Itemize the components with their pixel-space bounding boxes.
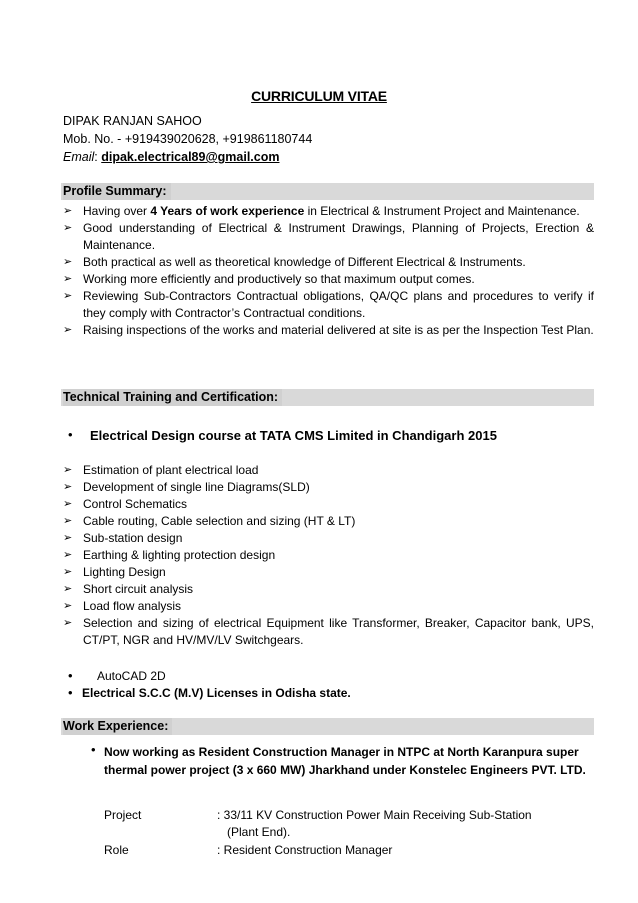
- email-line: [63, 150, 279, 164]
- dot-bullet-icon: •: [68, 685, 73, 700]
- role-value: : Resident Construction Manager: [217, 843, 393, 857]
- list-item: ➢ Development of single line Diagrams(SLD): [63, 480, 310, 494]
- arrow-bullet-icon: ➢: [63, 617, 73, 629]
- list-item: ➢ Both practical as well as theoretical knowledge of Different Electrical & Instruments.: [63, 255, 526, 269]
- course-title: Electrical Design course at TATA CMS Limited in Chandigarh 2015: [90, 428, 497, 443]
- list-item: ➢ Reviewing Sub-Contractors Contractual obligations, QA/QC plans and procedures to verify if they comply with Contractor’s Contractual conditions.: [63, 289, 594, 320]
- candidate-name: DIPAK RANJAN SAHOO: [63, 114, 202, 128]
- arrow-bullet-icon: ➢: [63, 256, 73, 268]
- arrow-bullet-icon: ➢: [63, 600, 73, 612]
- current-job: Now working as Resident Construction Manager in NTPC at North Karanpura super thermal power project (3 x 660 MW) Jharkhand under Konstelec Engineers PVT. LTD.: [104, 745, 586, 777]
- profile-list: [63, 203, 594, 339]
- arrow-bullet-icon: ➢: [63, 515, 73, 527]
- dot-bullet-icon: •: [68, 427, 73, 442]
- list-item: ➢ Earthing & lighting protection design: [63, 548, 276, 562]
- list-item: ➢ Cable routing, Cable selection and sizing (HT & LT): [63, 514, 356, 528]
- role-label: Role: [104, 843, 129, 857]
- list-item: ➢ Raising inspections of the works and material delivered at site is as per the Inspection Test Plan.: [63, 323, 594, 337]
- autocad-item: AutoCAD 2D: [97, 669, 166, 683]
- list-item: ➢ Control Schematics: [63, 497, 188, 511]
- list-item: ➢ Working more efficiently and productively so that maximum output comes.: [63, 272, 475, 286]
- training-list: [63, 462, 594, 649]
- email-separator: :: [94, 150, 98, 164]
- profile-heading: Profile Summary:: [63, 183, 171, 200]
- dot-bullet-icon: •: [91, 742, 96, 757]
- arrow-bullet-icon: ➢: [63, 481, 73, 493]
- arrow-bullet-icon: ➢: [63, 324, 73, 336]
- training-heading: Technical Training and Certification:: [63, 389, 282, 406]
- list-item: ➢ Estimation of plant electrical load: [63, 463, 259, 477]
- project-value-cont: (Plant End).: [227, 825, 291, 839]
- arrow-bullet-icon: ➢: [63, 583, 73, 595]
- arrow-bullet-icon: ➢: [63, 273, 73, 285]
- list-item: ➢ Selection and sizing of electrical Equipment like Transformer, Breaker, Capacitor bank, UPS, CT/PT, NGR and HV/MV/LV Switchgears.: [63, 616, 594, 647]
- list-item: ➢ Lighting Design: [63, 565, 166, 579]
- dot-bullet-icon: •: [68, 668, 73, 683]
- arrow-bullet-icon: ➢: [63, 498, 73, 510]
- work-heading: Work Experience:: [63, 718, 172, 735]
- list-item: ➢ Good understanding of Electrical & Instrument Drawings, Planning of Projects, Erection & Maintenance.: [63, 221, 594, 252]
- arrow-bullet-icon: ➢: [63, 290, 73, 302]
- list-item: ➢ Having over 4 Years of work experience in Electrical & Instrument Project and Maintenance.: [63, 204, 580, 218]
- arrow-bullet-icon: ➢: [63, 566, 73, 578]
- email-label: Email: [63, 150, 95, 164]
- license-item: Electrical S.C.C (M.V) Licenses in Odisha state.: [82, 686, 351, 700]
- list-item: ➢ Load flow analysis: [63, 599, 182, 613]
- arrow-bullet-icon: ➢: [63, 205, 73, 217]
- arrow-bullet-icon: ➢: [63, 464, 73, 476]
- arrow-bullet-icon: ➢: [63, 222, 73, 234]
- list-item: ➢ Short circuit analysis: [63, 582, 194, 596]
- arrow-bullet-icon: ➢: [63, 532, 73, 544]
- mobile-line: Mob. No. - +919439020628, +919861180744: [63, 132, 313, 146]
- arrow-bullet-icon: ➢: [63, 549, 73, 561]
- email-link[interactable]: dipak.electrical89@gmail.com: [101, 150, 280, 164]
- list-item: ➢ Sub-station design: [63, 531, 183, 545]
- project-label: Project: [104, 808, 142, 822]
- project-value: : 33/11 KV Construction Power Main Receiving Sub-Station: [217, 808, 532, 822]
- page-title: CURRICULUM VITAE: [251, 88, 387, 104]
